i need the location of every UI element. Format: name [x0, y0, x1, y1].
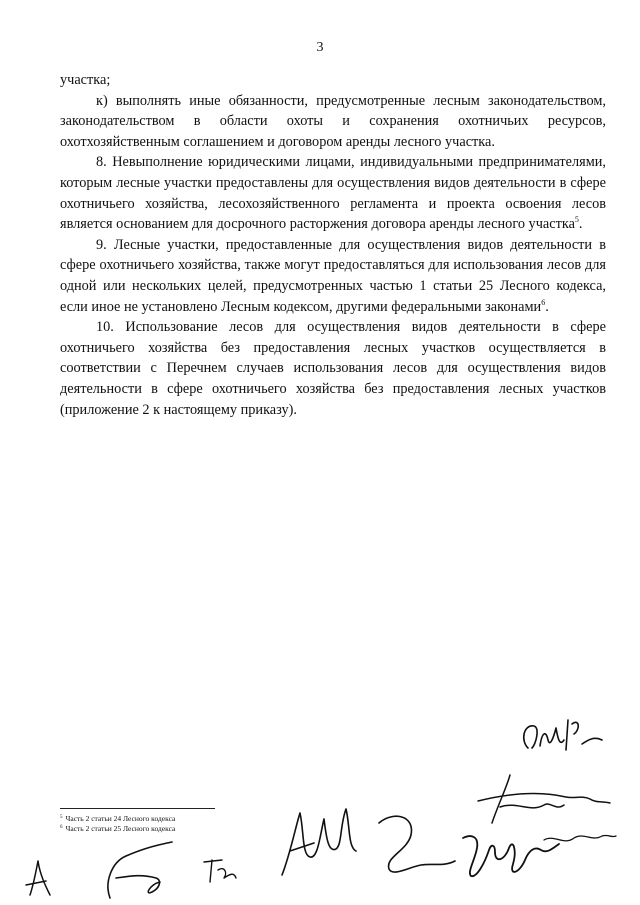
- paragraph-9: 9. Лесные участки, предоставленные для осуществления видов деятельности в сфере охотничьего хозяйства, также могут предоставляться для использования лесов для одной или нескольких целей, предусмотренных частью 1 статьи 25 Лесного кодекса, если иное не установлено Лесным кодексом, другими федеральными законами$^6$.: [60, 236, 606, 315]
- signature-8: [20, 855, 60, 900]
- signature-7: [90, 838, 190, 903]
- page-number: 3: [316, 40, 324, 55]
- document-body: [60, 70, 606, 420]
- paragraph-8: 8. Невыполнение юридическими лицами, индивидуальными предпринимателями, которым лесные участки предоставлены для осуществления видов деятельности в сфере охотничьего хозяйства, лесохозяйственного регламента и проекта освоения лесов является основанием для досрочного расторжения договора аренды лесного участка$^5$.: [60, 154, 606, 233]
- footnote-ref-5[interactable]: 5: [574, 215, 579, 225]
- paragraph-k: к) выполнять иные обязанности, предусмотренные лесным законодательством, законодательством в области охоты и сохранения охотничьих ресурсов, охотхозяйственным соглашением и договором аренды лесного участка.: [60, 92, 606, 150]
- footnotes: [60, 814, 175, 834]
- footnote-ref-6[interactable]: 6: [541, 297, 546, 307]
- signature-1: [510, 710, 610, 760]
- signature-6: [200, 850, 240, 890]
- footnote-6: $^6$ Часть 2 статьи 25 Лесного кодекса: [60, 824, 176, 833]
- footnote-5: $^5$ Часть 2 статьи 24 Лесного кодекса: [60, 814, 176, 823]
- signature-9: [540, 820, 620, 860]
- footnote-separator: [60, 808, 215, 809]
- signature-5: [270, 795, 370, 885]
- paragraph-10: 10. Использование лесов для осуществления видов деятельности в сфере охотничьего хозяйства без предоставления лесных участков осуществляется в соответствии с Перечнем случаев использования лесов для осуществления видов деятельности в сфере охотничьего хозяйства без предоставления лесных участков (приложение 2 к настоящему приказу).: [60, 319, 606, 418]
- paragraph-continuation: участка;: [60, 72, 111, 88]
- signature-4: [365, 805, 460, 885]
